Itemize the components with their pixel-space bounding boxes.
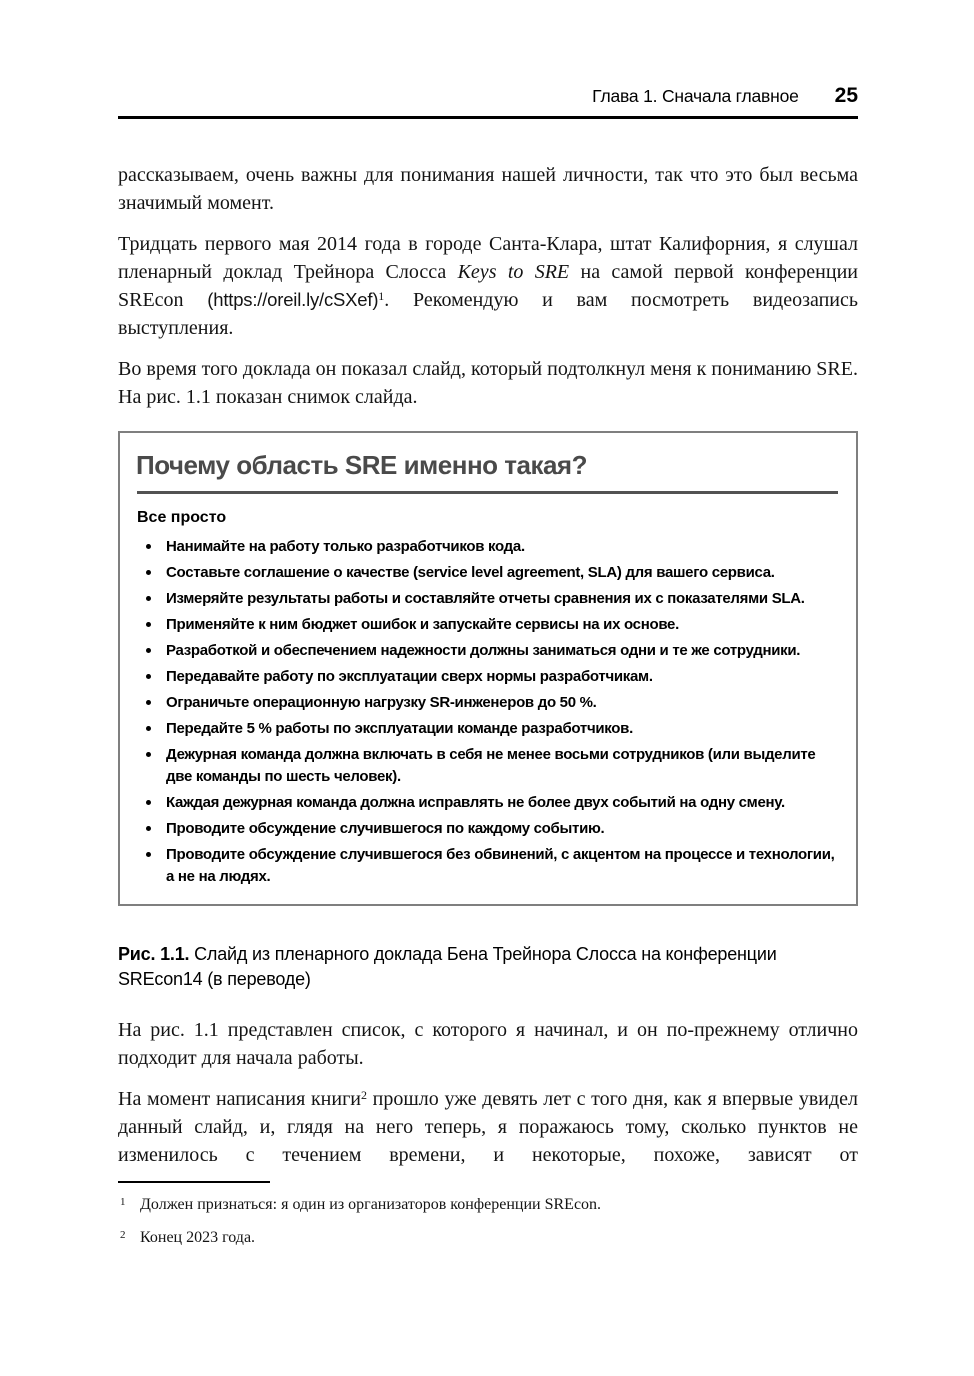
slide-bullet: Применяйте к ним бюджет ошибок и запускайте сервисы на их основе. [137, 614, 840, 636]
slide-figure-box [118, 431, 858, 906]
paragraph-nine-years [118, 1085, 858, 1169]
figure-caption-text: Слайд из пленарного доклада Бена Трейнора Слосса на конференции SREcon14 (в переводе) [118, 943, 777, 989]
paragraph-intro-text: рассказываем, очень важны для понимания нашей личности, так что это был весьма значимый момент. [118, 163, 858, 214]
slide-lead: Все просто [137, 508, 227, 526]
paragraph-nine-years-seg1: На момент написания книги [118, 1087, 361, 1110]
footnote-ref-1: 1 [378, 288, 385, 303]
figure-caption [118, 942, 858, 992]
slide-bullet: Передайте 5 % работы по эксплуатации команде разработчиков. [137, 718, 840, 740]
page-number: 25 [834, 84, 858, 107]
slide-bullet: Передавайте работу по эксплуатации сверх нормы разработчикам. [137, 666, 840, 688]
slide-bullet: Составьте соглашение о качестве (service level agreement, SLA) для вашего сервиса. [137, 562, 840, 584]
footnote-area [118, 1181, 858, 1248]
paragraph-nine-years-seg2: прошло уже девять лет с того дня, как я впервые увидел данный слайд, и, глядя на него теперь, я поражаюсь тому, сколько пунктов не изменилось с течением времени, и некоторые, похоже, зависят от [118, 1087, 858, 1166]
footnote-1-marker: 1 [120, 1196, 126, 1208]
slide-bullet: Проводите обсуждение случившегося без обвинений, с акцентом на процессе и технологии, а не на людях. [137, 844, 840, 888]
slide-bullet: Дежурная команда должна включать в себя не менее восьми сотрудников (или выделите две команды по шесть человек). [137, 744, 840, 788]
talk-title: Keys to SRE [457, 260, 570, 283]
paragraph-list-comment [118, 1016, 858, 1072]
paragraph-slide-intro-text: Во время того доклада он показал слайд, который подтолкнул меня к пониманию SRE. На рис. 1.1 показан снимок слайда. [118, 357, 858, 408]
running-head [118, 84, 858, 108]
footnote-2-marker: 2 [120, 1229, 126, 1241]
slide-title: Почему область SRE именно такая? [136, 449, 587, 480]
footnote-separator-rule [118, 1181, 270, 1183]
slide-bullet: Каждая дежурная команда должна исправлять не более двух событий на одну смену. [137, 792, 840, 814]
slide-bullet: Нанимайте на работу только разработчиков кода. [137, 536, 840, 558]
srecon-url: (https://oreil.ly/cSXef) [207, 288, 379, 310]
paragraph-srecon [118, 230, 858, 342]
footnote-1 [118, 1194, 858, 1215]
chapter-title: Глава 1. Сначала главное [592, 86, 799, 106]
paragraph-srecon-seg2: на самой первой конференции SREcon [118, 260, 858, 311]
footnote-2 [118, 1227, 858, 1248]
slide-title-rule [137, 491, 838, 494]
figure-caption-label: Рис. 1.1. [118, 943, 190, 964]
footnote-ref-2: 2 [361, 1087, 367, 1102]
footnote-2-text: Конец 2023 года. [140, 1229, 256, 1246]
paragraph-srecon-seg1: Тридцать первого мая 2014 года в городе Санта-Клара, штат Калифорния, я слушал пленарный доклад Трейнора Слосса [118, 232, 858, 283]
slide-bullet-list [136, 536, 840, 888]
slide-bullet: Измеряйте результаты работы и составляйте отчеты сравнения их с показателями SLA. [137, 588, 840, 610]
header-rule [118, 116, 858, 119]
paragraph-intro [118, 161, 858, 217]
paragraph-list-comment-text: На рис. 1.1 представлен список, с которого я начинал, и он по-прежнему отлично подходит для начала работы. [118, 1018, 858, 1069]
slide-bullet: Ограничьте операционную нагрузку SR-инженеров до 50 %. [137, 692, 840, 714]
footnote-1-text: Должен признаться: я один из организаторов конференции SREcon. [140, 1196, 602, 1213]
slide-bullet: Разработкой и обеспечением надежности должны заниматься одни и те же сотрудники. [137, 640, 840, 662]
paragraph-srecon-seg3: . Рекомендую и вам посмотреть видеозапись выступления. [118, 288, 859, 339]
paragraph-slide-intro [118, 355, 858, 411]
slide-bullet: Проводите обсуждение случившегося по каждому событию. [137, 818, 840, 840]
